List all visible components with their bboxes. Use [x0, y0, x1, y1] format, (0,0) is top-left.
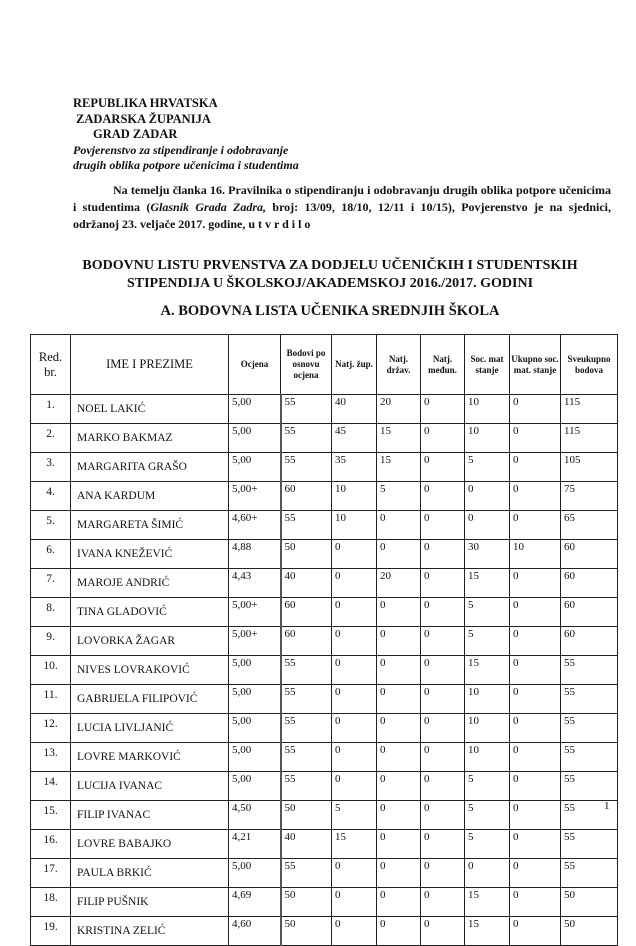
cell-grade: 5,00: [229, 743, 281, 772]
cell-social-status: 10: [465, 424, 510, 453]
cell-total-social: 0: [510, 743, 561, 772]
cell-name: IVANA KNEŽEVIĆ: [71, 540, 229, 569]
cell-grand-total: 60: [561, 540, 618, 569]
cell-name: MARKO BAKMAZ: [71, 424, 229, 453]
cell-grade: 4,43: [229, 569, 281, 598]
cell-name: LOVORKA ŽAGAR: [71, 627, 229, 656]
cell-county-comp: 45: [332, 424, 377, 453]
table-row: [31, 569, 618, 598]
table-row: [31, 685, 618, 714]
cell-total-social: 0: [510, 801, 561, 830]
cell-total-social: 0: [510, 395, 561, 424]
cell-grade: 4,50: [229, 801, 281, 830]
cell-rb: 5.: [31, 511, 71, 540]
cell-social-status: 5: [465, 772, 510, 801]
cell-grand-total: 115: [561, 424, 618, 453]
cell-national-comp: 0: [377, 801, 421, 830]
cell-rb: 14.: [31, 772, 71, 801]
cell-grade-points: 50: [281, 917, 332, 946]
cell-national-comp: 0: [377, 598, 421, 627]
table-row: [31, 482, 618, 511]
cell-social-status: 0: [465, 859, 510, 888]
table-row: [31, 772, 618, 801]
cell-rb: 8.: [31, 598, 71, 627]
cell-grade-points: 40: [281, 569, 332, 598]
cell-intl-comp: 0: [421, 830, 465, 859]
cell-rb: 19.: [31, 917, 71, 946]
cell-grand-total: 55: [561, 830, 618, 859]
cell-grade-points: 55: [281, 424, 332, 453]
cell-grand-total: 60: [561, 598, 618, 627]
cell-total-social: 0: [510, 424, 561, 453]
cell-intl-comp: 0: [421, 888, 465, 917]
cell-intl-comp: 0: [421, 511, 465, 540]
cell-grade-points: 50: [281, 540, 332, 569]
cell-grade-points: 55: [281, 656, 332, 685]
table-row: [31, 830, 618, 859]
table-row: [31, 627, 618, 656]
cell-grand-total: 105: [561, 453, 618, 482]
cell-grand-total: 65: [561, 511, 618, 540]
cell-county-comp: 5: [332, 801, 377, 830]
table-row: [31, 395, 618, 424]
cell-national-comp: 0: [377, 743, 421, 772]
cell-national-comp: 0: [377, 656, 421, 685]
document-title-line1: BODOVNU LISTU PRVENSTVA ZA DODJELU UČENIČKIH I STUDENTSKIH: [82, 258, 578, 273]
cell-rb: 3.: [31, 453, 71, 482]
cell-total-social: 0: [510, 598, 561, 627]
cell-social-status: 10: [465, 395, 510, 424]
intro-text-part2: broj: 13/09, 18/10, 12/11 i 10/15), Povjerenstvo je na sjednici, održanoj 23. veljače 2017. godine, u t v r d i l o: [73, 200, 612, 231]
cell-national-comp: 0: [377, 888, 421, 917]
cell-total-social: 0: [510, 917, 561, 946]
cell-grand-total: 60: [561, 569, 618, 598]
cell-national-comp: 0: [377, 627, 421, 656]
col-header-grade: Ocjena: [229, 335, 281, 395]
cell-grade-points: 60: [281, 482, 332, 511]
cell-total-social: 0: [510, 714, 561, 743]
cell-grade-points: 55: [281, 453, 332, 482]
table-row: [31, 511, 618, 540]
col-header-intl-comp: Natj. međun.: [421, 335, 465, 395]
cell-county-comp: 0: [332, 627, 377, 656]
cell-grade: 5,00: [229, 395, 281, 424]
cell-name: LOVRE MARKOVIĆ: [71, 743, 229, 772]
cell-name: MAROJE ANDRIĆ: [71, 569, 229, 598]
cell-grand-total: 75: [561, 482, 618, 511]
cell-rb: 11.: [31, 685, 71, 714]
cell-grand-total: 55: [561, 743, 618, 772]
cell-national-comp: 0: [377, 685, 421, 714]
cell-grade: 5,00: [229, 714, 281, 743]
cell-county-comp: 10: [332, 511, 377, 540]
cell-rb: 9.: [31, 627, 71, 656]
table-row: [31, 424, 618, 453]
cell-total-social: 0: [510, 830, 561, 859]
cell-grade: 5,00: [229, 859, 281, 888]
letterhead: [73, 96, 299, 174]
cell-grade: 5,00+: [229, 598, 281, 627]
cell-grade: 5,00: [229, 772, 281, 801]
cell-county-comp: 15: [332, 830, 377, 859]
cell-name: MARGARETA ŠIMIĆ: [71, 511, 229, 540]
letterhead-county: ZADARSKA ŽUPANIJA: [76, 111, 211, 126]
cell-total-social: 0: [510, 859, 561, 888]
cell-name: FILIP IVANAC: [71, 801, 229, 830]
cell-national-comp: 15: [377, 424, 421, 453]
cell-intl-comp: 0: [421, 482, 465, 511]
cell-total-social: 0: [510, 482, 561, 511]
cell-national-comp: 0: [377, 830, 421, 859]
page-number: 1: [604, 800, 610, 812]
document-title: [60, 257, 600, 293]
cell-grade-points: 55: [281, 859, 332, 888]
cell-national-comp: 0: [377, 511, 421, 540]
cell-grade: 5,00: [229, 656, 281, 685]
cell-name: FILIP PUŠNIK: [71, 888, 229, 917]
cell-grand-total: 55: [561, 801, 618, 830]
cell-rb: 18.: [31, 888, 71, 917]
cell-grade: 4,60+: [229, 511, 281, 540]
cell-county-comp: 0: [332, 859, 377, 888]
col-header-social-status: Soc. mat stanje: [465, 335, 510, 395]
cell-grade: 5,00+: [229, 482, 281, 511]
cell-national-comp: 15: [377, 453, 421, 482]
col-header-rb: Red. br.: [31, 335, 71, 395]
cell-social-status: 10: [465, 714, 510, 743]
cell-grade-points: 60: [281, 598, 332, 627]
cell-grand-total: 50: [561, 917, 618, 946]
cell-total-social: 0: [510, 772, 561, 801]
cell-total-social: 0: [510, 569, 561, 598]
scholarship-ranking-table: [30, 334, 618, 946]
cell-name: NOEL LAKIĆ: [71, 395, 229, 424]
cell-grade-points: 55: [281, 714, 332, 743]
cell-rb: 7.: [31, 569, 71, 598]
cell-county-comp: 10: [332, 482, 377, 511]
cell-intl-comp: 0: [421, 656, 465, 685]
cell-social-status: 10: [465, 685, 510, 714]
cell-intl-comp: 0: [421, 801, 465, 830]
cell-social-status: 0: [465, 482, 510, 511]
cell-social-status: 10: [465, 743, 510, 772]
cell-name: KRISTINA ZELIĆ: [71, 917, 229, 946]
cell-intl-comp: 0: [421, 627, 465, 656]
cell-total-social: 0: [510, 888, 561, 917]
cell-name: ANA KARDUM: [71, 482, 229, 511]
table-row: [31, 453, 618, 482]
cell-rb: 1.: [31, 395, 71, 424]
cell-rb: 4.: [31, 482, 71, 511]
cell-county-comp: 0: [332, 888, 377, 917]
cell-county-comp: 0: [332, 714, 377, 743]
cell-grand-total: 60: [561, 627, 618, 656]
cell-name: GABRIJELA FILIPOVIĆ: [71, 685, 229, 714]
cell-social-status: 5: [465, 627, 510, 656]
cell-county-comp: 0: [332, 656, 377, 685]
cell-county-comp: 0: [332, 685, 377, 714]
table-header-row: [31, 335, 618, 395]
cell-social-status: 15: [465, 569, 510, 598]
cell-county-comp: 0: [332, 743, 377, 772]
cell-grade: 4,69: [229, 888, 281, 917]
table-row: [31, 801, 618, 830]
cell-intl-comp: 0: [421, 743, 465, 772]
cell-grade: 4,60: [229, 917, 281, 946]
cell-intl-comp: 0: [421, 598, 465, 627]
cell-name: NIVES LOVRAKOVIĆ: [71, 656, 229, 685]
cell-total-social: 0: [510, 656, 561, 685]
cell-grade: 4,88: [229, 540, 281, 569]
cell-grade-points: 50: [281, 801, 332, 830]
cell-intl-comp: 0: [421, 917, 465, 946]
cell-intl-comp: 0: [421, 540, 465, 569]
letterhead-committee-line1: Povjerenstvo za stipendiranje i odobravanje: [73, 142, 289, 157]
col-header-grand-total: Sveukupno bodova: [561, 335, 618, 395]
cell-name: LUCIA LIVLJANIĆ: [71, 714, 229, 743]
cell-intl-comp: 0: [421, 859, 465, 888]
col-header-county-comp: Natj. žup.: [332, 335, 377, 395]
cell-name: LUCIJA IVANAC: [71, 772, 229, 801]
cell-national-comp: 0: [377, 540, 421, 569]
cell-grade: 5,00: [229, 685, 281, 714]
cell-name: PAULA BRKIĆ: [71, 859, 229, 888]
table-row: [31, 743, 618, 772]
cell-grade-points: 55: [281, 511, 332, 540]
table-row: [31, 656, 618, 685]
cell-social-status: 15: [465, 888, 510, 917]
cell-name: MARGARITA GRAŠO: [71, 453, 229, 482]
cell-national-comp: 20: [377, 569, 421, 598]
cell-grand-total: 55: [561, 772, 618, 801]
cell-grade-points: 55: [281, 743, 332, 772]
col-header-total-social: Ukupno soc. mat. stanje: [510, 335, 561, 395]
table-row: [31, 859, 618, 888]
cell-grade: 4,21: [229, 830, 281, 859]
table-row: [31, 888, 618, 917]
document-title-line2: STIPENDIJA U ŠKOLSKOJ/AKADEMSKOJ 2016./2017. GODINI: [126, 276, 534, 291]
cell-rb: 2.: [31, 424, 71, 453]
cell-county-comp: 35: [332, 453, 377, 482]
cell-intl-comp: 0: [421, 453, 465, 482]
cell-county-comp: 0: [332, 917, 377, 946]
cell-social-status: 30: [465, 540, 510, 569]
table-row: [31, 598, 618, 627]
cell-intl-comp: 0: [421, 569, 465, 598]
letterhead-city: GRAD ZADAR: [93, 127, 178, 141]
cell-rb: 13.: [31, 743, 71, 772]
cell-grade: 5,00+: [229, 627, 281, 656]
cell-intl-comp: 0: [421, 395, 465, 424]
cell-grade-points: 40: [281, 830, 332, 859]
cell-total-social: 0: [510, 627, 561, 656]
cell-grand-total: 55: [561, 714, 618, 743]
cell-grade-points: 60: [281, 627, 332, 656]
cell-grand-total: 50: [561, 888, 618, 917]
cell-intl-comp: 0: [421, 685, 465, 714]
cell-total-social: 0: [510, 453, 561, 482]
intro-paragraph: [73, 182, 611, 233]
cell-total-social: 0: [510, 685, 561, 714]
cell-rb: 10.: [31, 656, 71, 685]
cell-social-status: 15: [465, 917, 510, 946]
cell-grand-total: 55: [561, 859, 618, 888]
col-header-name: IME I PREZIME: [71, 335, 229, 395]
cell-rb: 17.: [31, 859, 71, 888]
intro-text-part1: Na temelju članka 16. Pravilnika o stipendiranju i odobravanju drugih oblika potpore učenicima i studentima (: [73, 183, 611, 214]
cell-total-social: 0: [510, 511, 561, 540]
cell-intl-comp: 0: [421, 714, 465, 743]
cell-grade-points: 50: [281, 888, 332, 917]
cell-intl-comp: 0: [421, 424, 465, 453]
cell-social-status: 0: [465, 511, 510, 540]
table-row: [31, 714, 618, 743]
section-title: A. BODOVNA LISTA UČENIKA SREDNJIH ŠKOLA: [160, 303, 500, 319]
cell-county-comp: 0: [332, 598, 377, 627]
cell-social-status: 5: [465, 801, 510, 830]
col-header-national-comp: Natj. držav.: [377, 335, 421, 395]
col-header-grade-points: Bodovi po osnovu ocjena: [281, 335, 332, 395]
cell-grade: 5,00: [229, 424, 281, 453]
cell-grade-points: 55: [281, 395, 332, 424]
cell-rb: 12.: [31, 714, 71, 743]
cell-national-comp: 0: [377, 714, 421, 743]
intro-gazette-ref: Glasnik Grada Zadra,: [150, 200, 267, 214]
cell-social-status: 5: [465, 453, 510, 482]
cell-social-status: 15: [465, 656, 510, 685]
cell-social-status: 5: [465, 598, 510, 627]
cell-national-comp: 0: [377, 772, 421, 801]
cell-social-status: 5: [465, 830, 510, 859]
cell-grade: 5,00: [229, 453, 281, 482]
cell-county-comp: 0: [332, 569, 377, 598]
table-row: [31, 540, 618, 569]
table-row: [31, 917, 618, 946]
cell-name: TINA GLADOVIĆ: [71, 598, 229, 627]
letterhead-republic: REPUBLIKA HRVATSKA: [73, 96, 218, 110]
cell-intl-comp: 0: [421, 772, 465, 801]
cell-county-comp: 0: [332, 540, 377, 569]
cell-rb: 15.: [31, 801, 71, 830]
cell-national-comp: 20: [377, 395, 421, 424]
cell-county-comp: 0: [332, 772, 377, 801]
letterhead-committee-line2: drugih oblika potpore učenicima i studentima: [73, 158, 299, 172]
cell-rb: 6.: [31, 540, 71, 569]
cell-national-comp: 0: [377, 859, 421, 888]
cell-grand-total: 55: [561, 685, 618, 714]
cell-grand-total: 55: [561, 656, 618, 685]
cell-name: LOVRE BABAJKO: [71, 830, 229, 859]
cell-grand-total: 115: [561, 395, 618, 424]
cell-total-social: 10: [510, 540, 561, 569]
cell-grade-points: 55: [281, 772, 332, 801]
cell-national-comp: 0: [377, 917, 421, 946]
cell-grade-points: 55: [281, 685, 332, 714]
cell-county-comp: 40: [332, 395, 377, 424]
cell-rb: 16.: [31, 830, 71, 859]
cell-national-comp: 5: [377, 482, 421, 511]
